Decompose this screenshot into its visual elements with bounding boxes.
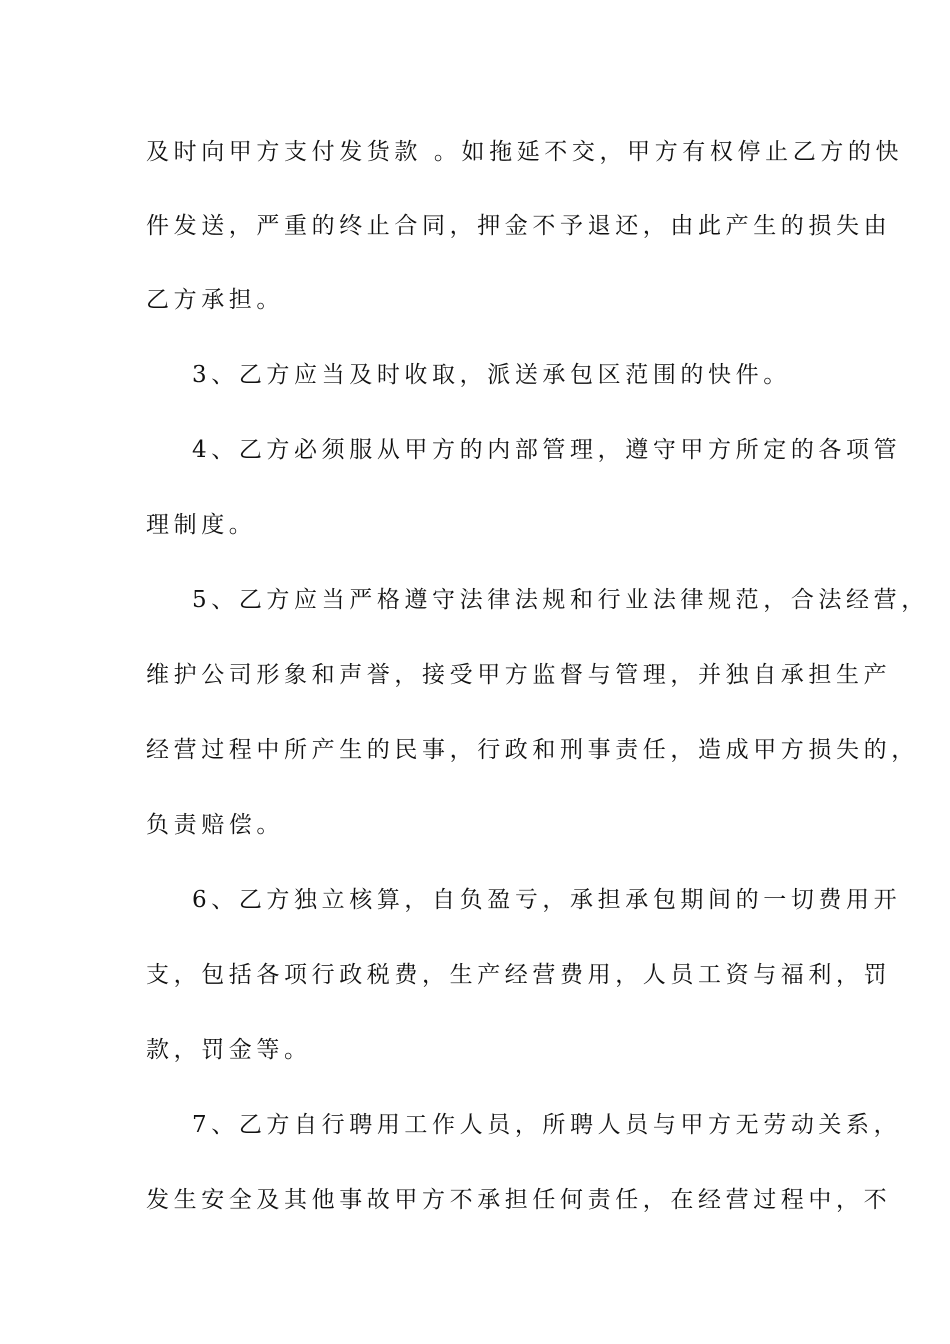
text-line: 及时向甲方支付发货款 。如拖延不交，甲方有权停止乙方的快 xyxy=(146,139,904,165)
text-line: 件发送，严重的终止合同，押金不予退还，由此产生的损失由 xyxy=(146,213,892,239)
paragraph-4-start: 4、乙方必须服从甲方的内部管理，遵守甲方所定的各项管 xyxy=(192,437,902,463)
text-line: 负责赔偿。 xyxy=(146,812,284,838)
text-line: 支，包括各项行政税费，生产经营费用，人员工资与福利，罚 xyxy=(146,962,892,988)
paragraph-7-start: 7、乙方自行聘用工作人员，所聘人员与甲方无劳动关系， xyxy=(192,1112,902,1138)
paragraph-3-start: 3、乙方应当及时收取，派送承包区范围的快件。 xyxy=(192,362,791,388)
text-line: 乙方承担。 xyxy=(146,287,284,313)
text-line: 发生安全及其他事故甲方不承担任何责任，在经营过程中，不 xyxy=(146,1187,892,1213)
text-line: 维护公司形象和声誉，接受甲方监督与管理，并独自承担生产 xyxy=(146,662,892,688)
text-line: 款，罚金等。 xyxy=(146,1037,312,1063)
text-line: 经营过程中所产生的民事，行政和刑事责任，造成甲方损失的， xyxy=(146,737,919,763)
paragraph-5-start: 5、乙方应当严格遵守法律法规和行业法律规范，合法经营， xyxy=(192,587,929,613)
paragraph-6-start: 6、乙方独立核算，自负盈亏，承担承包期间的一切费用开 xyxy=(192,887,902,913)
text-line: 理制度。 xyxy=(146,512,257,538)
